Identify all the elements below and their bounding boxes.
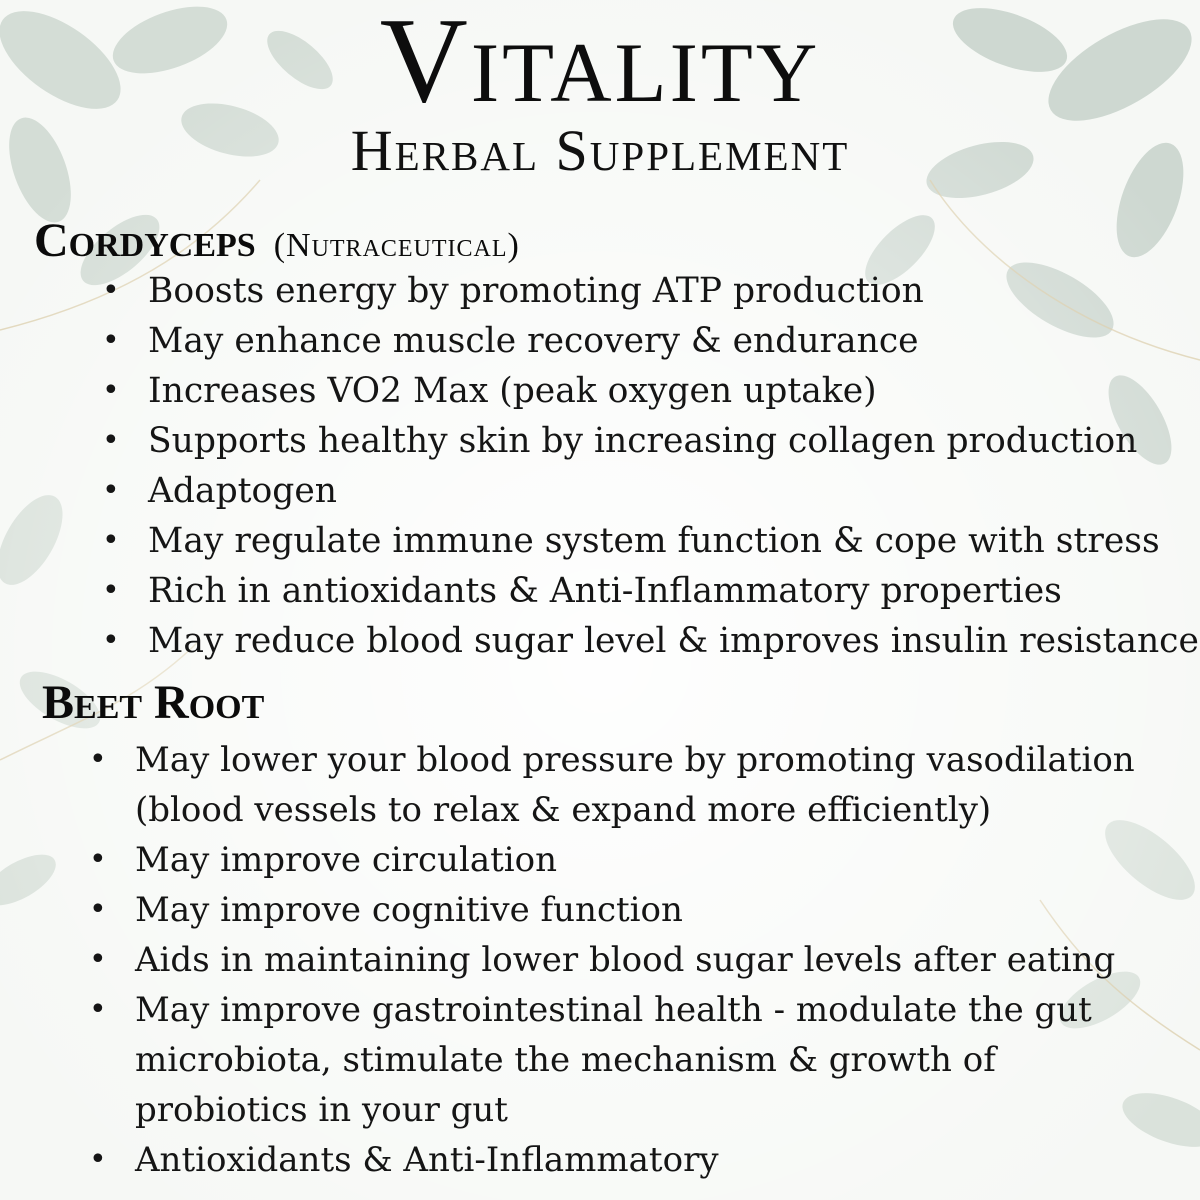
list-item [89, 885, 1135, 935]
list-item-text: (blood vessels to relax & expand more efficiently) [135, 790, 992, 830]
list-item-text: Antioxidants & Anti-Inflammatory [135, 1140, 719, 1180]
list-item [102, 416, 1199, 466]
section-title-cordyceps [34, 214, 520, 273]
list-item-text: May improve cognitive function [135, 890, 683, 930]
cordyceps-benefits-list [102, 266, 1199, 666]
list-item [89, 935, 1135, 985]
bullet-icon: • [102, 323, 120, 358]
list-item [102, 266, 1199, 316]
section-heading: Beet Root [42, 676, 265, 729]
bullet-icon: • [102, 373, 120, 408]
section-heading: Cordyceps [34, 214, 256, 267]
list-item [102, 316, 1199, 366]
list-item [89, 1135, 1135, 1185]
list-item-text: May improve gastrointestinal health - modulate the gut [135, 990, 1092, 1030]
bullet-icon: • [102, 623, 120, 658]
bullet-icon: • [89, 892, 107, 927]
list-item-text: May lower your blood pressure by promoting vasodilation [135, 740, 1135, 780]
bullet-icon: • [102, 423, 120, 458]
list-item-text: May regulate immune system function & cope with stress [148, 521, 1160, 561]
bullet-icon: • [89, 992, 107, 1027]
section-title-beet-root [42, 676, 264, 730]
list-item-text: Rich in antioxidants & Anti-Inflammatory properties [148, 571, 1062, 611]
bullet-icon: • [102, 573, 120, 608]
list-item-text: Supports healthy skin by increasing collagen production [148, 421, 1138, 461]
bullet-icon: • [89, 1142, 107, 1177]
list-item-text: Adaptogen [148, 471, 338, 511]
bullet-icon: • [102, 473, 120, 508]
list-item-text: May improve circulation [135, 840, 557, 880]
bullet-icon: • [102, 523, 120, 558]
list-item-text: Aids in maintaining lower blood sugar levels after eating [135, 940, 1116, 980]
list-item [102, 466, 1199, 516]
beet-root-benefits-list [89, 735, 1135, 1185]
page-title: Vitality [379, 0, 821, 128]
list-item-text: microbiota, stimulate the mechanism & growth of [135, 1040, 996, 1080]
list-item [102, 566, 1199, 616]
list-item-text: Increases VO2 Max (peak oxygen uptake) [148, 371, 877, 411]
list-item-text: May reduce blood sugar level & improves insulin resistance [148, 621, 1199, 661]
list-item [102, 516, 1199, 566]
list-item [102, 616, 1199, 666]
section-note: (Nutraceutical) [273, 227, 520, 264]
bullet-icon: • [102, 273, 120, 308]
list-item [89, 985, 1135, 1135]
list-item-text: probiotics in your gut [135, 1090, 508, 1130]
page-subtitle: Herbal Supplement [350, 118, 850, 183]
list-item [102, 366, 1199, 416]
bullet-icon: • [89, 942, 107, 977]
list-item-text: May enhance muscle recovery & endurance [148, 321, 919, 361]
list-item [89, 835, 1135, 885]
bullet-icon: • [89, 842, 107, 877]
list-item-text: Boosts energy by promoting ATP production [148, 271, 924, 311]
bullet-icon: • [89, 742, 107, 777]
list-item [89, 735, 1135, 835]
